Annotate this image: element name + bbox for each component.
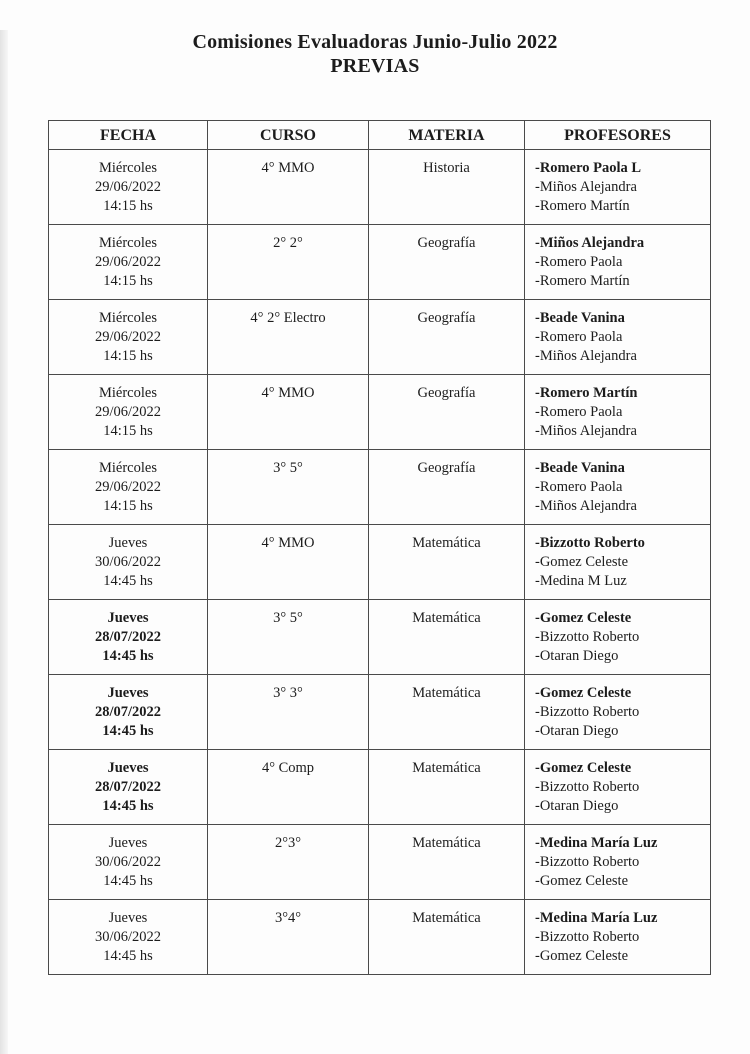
fecha-cell (49, 375, 208, 450)
profesor: -Romero Paola (535, 404, 623, 420)
fecha-time: 14:45 hs (102, 648, 154, 664)
fecha-date: 29/06/2022 (94, 329, 162, 345)
table-row (49, 900, 711, 975)
profesor: -Bizzotto Roberto (535, 779, 640, 795)
column-header-profesores: PROFESORES (525, 121, 711, 150)
fecha-time: 14:45 hs (102, 723, 154, 739)
profesor: -Otaran Diego (535, 798, 619, 814)
profesores-cell (525, 600, 711, 675)
fecha-date: 29/06/2022 (94, 179, 162, 195)
fecha-time: 14:45 hs (103, 948, 153, 964)
curso-cell: 2° 2° (208, 225, 369, 300)
profesor: -Miños Alejandra (535, 498, 637, 514)
fecha-date: 29/06/2022 (94, 404, 162, 420)
evaluation-schedule-table (48, 120, 711, 975)
fecha-time: 14:15 hs (103, 198, 153, 214)
fecha-time: 14:45 hs (103, 573, 153, 589)
profesor: -Romero Paola (535, 479, 623, 495)
fecha-day: Miércoles (99, 310, 157, 326)
profesor: -Bizzotto Roberto (535, 704, 640, 720)
fecha-date: 30/06/2022 (94, 854, 162, 870)
profesor: -Romero Martín (535, 198, 630, 214)
fecha-cell (49, 825, 208, 900)
profesores-cell (525, 525, 711, 600)
profesores-cell (525, 900, 711, 975)
fecha-date: 30/06/2022 (94, 929, 162, 945)
materia-cell: Matemática (369, 600, 525, 675)
curso-cell: 2°3° (208, 825, 369, 900)
profesores-cell (525, 675, 711, 750)
profesor: -Miños Alejandra (535, 179, 637, 195)
profesores-cell (525, 300, 711, 375)
profesor: -Medina M Luz (535, 573, 627, 589)
fecha-date: 30/06/2022 (94, 554, 162, 570)
profesores-cell (525, 375, 711, 450)
materia-cell: Matemática (369, 750, 525, 825)
fecha-date: 29/06/2022 (94, 479, 162, 495)
profesores-cell (525, 150, 711, 225)
materia-cell: Geografía (369, 375, 525, 450)
column-header-materia: MATERIA (369, 121, 525, 150)
profesor-lead: -Gomez Celeste (535, 610, 632, 626)
fecha-date: 28/07/2022 (94, 779, 162, 795)
materia-cell: Matemática (369, 900, 525, 975)
table-row (49, 450, 711, 525)
fecha-cell (49, 450, 208, 525)
fecha-date: 28/07/2022 (94, 704, 162, 720)
fecha-time: 14:15 hs (103, 423, 153, 439)
fecha-day: Jueves (107, 610, 149, 626)
profesor-lead: -Miños Alejandra (535, 235, 645, 251)
fecha-day: Jueves (107, 685, 149, 701)
fecha-cell (49, 600, 208, 675)
profesor-lead: -Beade Vanina (535, 460, 625, 476)
curso-cell: 3° 3° (208, 675, 369, 750)
profesor-lead: -Medina María Luz (535, 910, 658, 926)
profesor: -Bizzotto Roberto (535, 929, 640, 945)
materia-cell: Matemática (369, 525, 525, 600)
curso-cell: 3° 5° (208, 600, 369, 675)
curso-cell: 4° Comp (208, 750, 369, 825)
profesor-lead: -Romero Martín (535, 385, 638, 401)
table-row (49, 750, 711, 825)
curso-cell: 3°4° (208, 900, 369, 975)
table-row (49, 525, 711, 600)
profesor: -Gomez Celeste (535, 873, 629, 889)
fecha-time: 14:15 hs (103, 498, 153, 514)
fecha-cell (49, 150, 208, 225)
profesor: -Bizzotto Roberto (535, 854, 640, 870)
column-header-curso: CURSO (208, 121, 369, 150)
profesor: -Otaran Diego (535, 648, 619, 664)
fecha-day: Jueves (108, 835, 148, 851)
curso-cell: 4° MMO (208, 150, 369, 225)
materia-cell: Geografía (369, 450, 525, 525)
fecha-cell (49, 900, 208, 975)
curso-cell: 4° MMO (208, 375, 369, 450)
materia-cell: Geografía (369, 225, 525, 300)
profesor: -Miños Alejandra (535, 423, 637, 439)
fecha-cell (49, 675, 208, 750)
fecha-time: 14:15 hs (103, 348, 153, 364)
profesor: -Miños Alejandra (535, 348, 637, 364)
profesores-cell (525, 450, 711, 525)
profesor: -Gomez Celeste (535, 948, 629, 964)
fecha-date: 29/06/2022 (94, 254, 162, 270)
table-row (49, 675, 711, 750)
curso-cell: 3° 5° (208, 450, 369, 525)
profesores-cell (525, 750, 711, 825)
profesor-lead: -Beade Vanina (535, 310, 625, 326)
column-header-fecha: FECHA (49, 121, 208, 150)
fecha-day: Jueves (108, 910, 148, 926)
fecha-date: 28/07/2022 (94, 629, 162, 645)
fecha-day: Miércoles (99, 385, 157, 401)
profesor: -Bizzotto Roberto (535, 629, 640, 645)
table-row (49, 825, 711, 900)
fecha-cell (49, 225, 208, 300)
fecha-time: 14:45 hs (103, 873, 153, 889)
table-row (49, 375, 711, 450)
profesores-cell (525, 825, 711, 900)
table-row (49, 150, 711, 225)
fecha-cell (49, 525, 208, 600)
profesor: -Otaran Diego (535, 723, 619, 739)
table-row (49, 225, 711, 300)
table-row (49, 600, 711, 675)
table-header-row (49, 121, 711, 150)
fecha-cell (49, 300, 208, 375)
fecha-time: 14:45 hs (102, 798, 154, 814)
fecha-day: Jueves (107, 760, 149, 776)
materia-cell: Historia (369, 150, 525, 225)
profesor: -Romero Paola (535, 254, 623, 270)
document-title (0, 30, 750, 78)
table-row (49, 300, 711, 375)
fecha-day: Miércoles (99, 235, 157, 251)
scan-page-edge (0, 30, 8, 1054)
profesor-lead: -Gomez Celeste (535, 760, 632, 776)
fecha-day: Jueves (108, 535, 148, 551)
materia-cell: Matemática (369, 825, 525, 900)
profesor: -Gomez Celeste (535, 554, 629, 570)
title-line-2: PREVIAS (330, 55, 420, 77)
profesor-lead: -Romero Paola L (535, 160, 642, 176)
profesor-lead: -Bizzotto Roberto (535, 535, 645, 551)
profesores-cell (525, 225, 711, 300)
fecha-day: Miércoles (99, 460, 157, 476)
profesor-lead: -Gomez Celeste (535, 685, 632, 701)
curso-cell: 4° 2° Electro (208, 300, 369, 375)
profesor: -Romero Paola (535, 329, 623, 345)
curso-cell: 4° MMO (208, 525, 369, 600)
materia-cell: Matemática (369, 675, 525, 750)
fecha-cell (49, 750, 208, 825)
profesor-lead: -Medina María Luz (535, 835, 658, 851)
materia-cell: Geografía (369, 300, 525, 375)
title-line-1: Comisiones Evaluadoras Junio-Julio 2022 (192, 31, 558, 53)
fecha-day: Miércoles (99, 160, 157, 176)
profesor: -Romero Martín (535, 273, 630, 289)
fecha-time: 14:15 hs (103, 273, 153, 289)
